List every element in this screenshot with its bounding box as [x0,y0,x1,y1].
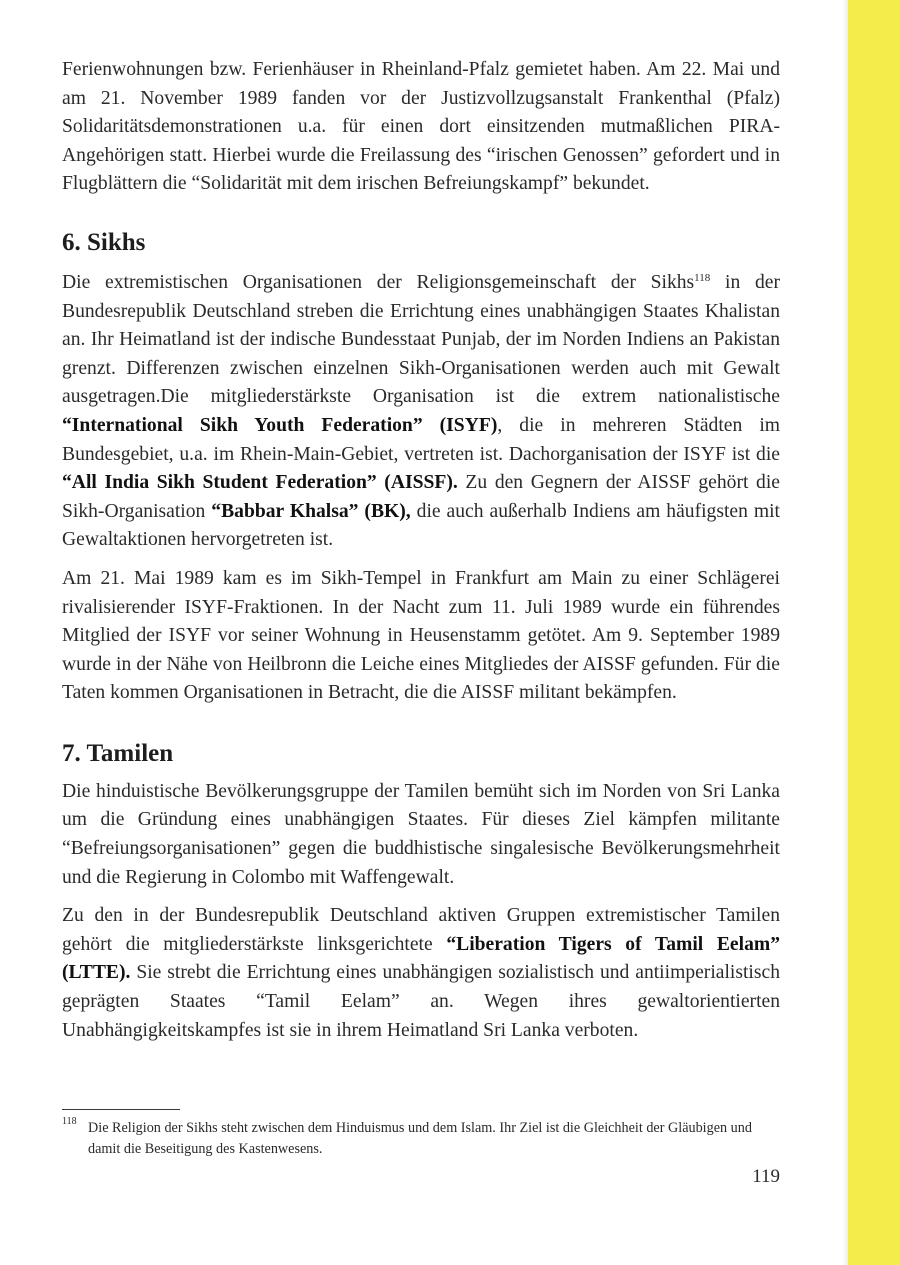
sikhs-paragraph-2: Am 21. Mai 1989 kam es im Sikh-Tempel in Frankfurt am Main zu einer Schlägerei rivalisierender ISYF-Fraktionen. In der Nacht zum 11. Juli 1989 wurde ein führendes Mitglied der ISYF vor seiner Wohnung in Heusenstamm getötet. Am 9. September 1989 wurde in der Nähe von Heilbronn die Leiche eines Mitgliedes der AISSF gefunden. Für die Taten kommen Organisationen in Betracht, die die AISSF militant bekämpfen. [62,567,780,704]
footnote-divider [62,1109,180,1110]
tamilen-paragraph-1: Die hinduistische Bevölkerungsgruppe der Tamilen bemüht sich im Norden von Sri Lanka um die Gründung eines unabhängigen Staates. Für dieses Ziel kämpfen militante “Befreiungsorganisationen” gegen die buddhistische singalesische Bevölkerungsmehrheit und die Regierung in Colombo mit Waffengewalt. [62,780,780,888]
sikhs-p1-text-2: in der Bundesrepublik Deutschland streben die Errichtung eines unabhängigen Staates Khalistan an. Ihr Heimatland ist der indische Bundesstaat Punjab, der im Norden Indiens an Pakistan grenzt. Differenzen zwischen einzelnen Sikh-Organisationen werden auch mit Gewalt ausgetragen.Die mitgliederstärkste Organisation ist die extrem nationalistische [62,271,780,408]
section-heading-sikhs: 6. Sikhs [62,228,146,256]
sikhs-p1-text-3: , die in mehreren Städten im Bundesgebiet, u.a. im Rhein-Main-Gebiet, vertreten ist. Dachorganisation der ISYF ist die [62,414,781,465]
org-aissf: “All India Sikh Student Federation” (AISSF). [62,472,458,494]
org-babbar-khalsa: “Babbar Khalsa” (BK), [211,500,411,522]
sikhs-p1-text-1: Die extremistischen Organisationen der Religionsgemeinschaft der Sikhs [62,271,695,293]
yellow-page-edge [848,0,900,1265]
sikhs-paragraph-1 [62,269,780,555]
page-body [62,56,780,1045]
org-isyf: “International Sikh Youth Federation” (ISYF) [62,414,498,436]
sikhs-p1-text-4: Zu den Gegnern der AISSF gehört die Sikh-Organisation [62,472,780,522]
tamilen-p2-text-1: Zu den in der Bundesrepublik Deutschland aktiven Gruppen extremistischer Tamilen gehört die mitgliederstärkste linksgerichtete [62,905,780,955]
intro-paragraph: Ferienwohnungen bzw. Ferienhäuser in Rheinland-Pfalz gemietet haben. Am 22. Mai und am 21. November 1989 fanden vor der Justizvollzugsanstalt Frankenthal (Pfalz) Solidaritätsdemonstrationen u.a. für einen dort einsitzenden mutmaßlichen PIRA-Angehörigen statt. Hierbei wurde die Freilassung des “irischen Genossen” gefordert und in Flugblättern die “Solidarität mit dem irischen Befreiungskampf” bekundet. [62,59,780,195]
tamilen-p2-text-2: Sie strebt die Errichtung eines unabhängigen sozialistisch und antiimperialistisch geprägten Staates “Tamil Eelam” an. Wegen ihres gewaltorientierten Unabhängigkeitskampfes ist sie in ihrem Heimatland Sri Lanka verboten. [62,962,780,1041]
footnote [62,1118,780,1160]
footnote-text: Die Religion der Sikhs steht zwischen dem Hinduismus und dem Islam. Ihr Ziel ist die Gleichheit der Gläubigen und damit die Beseitigung des Kastenwesens. [88,1120,752,1157]
section-heading-tamilen: 7. Tamilen [62,739,174,767]
org-ltte: “Liberation Tigers of Tamil Eelam” (LTTE). [62,933,780,984]
footnote-number: 118 [62,1116,77,1127]
sikhs-p1-text-5: die auch außerhalb Indiens am häufigsten mit Gewaltaktionen hervorgetreten ist. [62,500,781,551]
tamilen-paragraph-2 [62,902,780,1045]
page-number: 119 [752,1166,780,1187]
footnote-reference[interactable]: 118 [694,271,711,284]
